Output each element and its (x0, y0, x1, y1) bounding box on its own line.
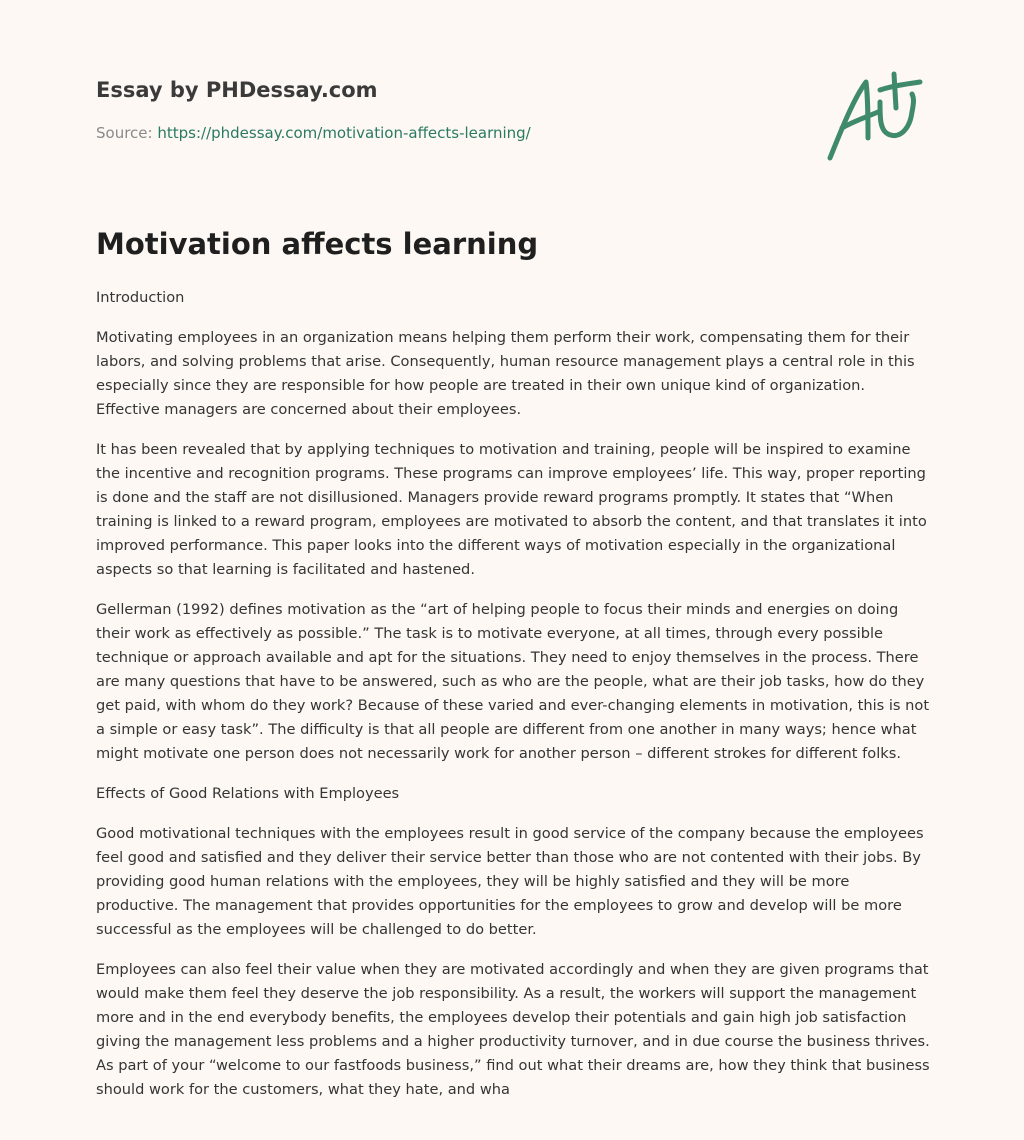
brand-title: Essay by PHDessay.com (96, 78, 378, 102)
page-header (96, 0, 932, 200)
essay-title: Motivation affects learning (96, 227, 539, 261)
paragraph: Employees can also feel their value when they are motivated accordingly and when they are given programs that would make them feel they deserve the job responsibility. As a result, the workers will support the management more and in the end everybody benefits, the employees develop their potentials and gain high job satisfaction giving the management less problems and a higher productivity turnover, and in due course the business thrives. As part of your “welcome to our fastfoods business,” find out what their dreams are, how they think that business should work for the customers, what they hate, and wha (96, 961, 930, 1098)
section-heading-introduction: Introduction (96, 289, 185, 306)
essay-page (96, 0, 932, 1098)
source-label: Source: (96, 124, 153, 142)
paragraph: Gellerman (1992) defines motivation as the “art of helping people to focus their minds and energies on doing their work as effectively as possible.” The task is to motivate everyone, at all times, through every possible technique or approach available and apt for the situations. They need to enjoy themselves in the process. There are many questions that have to be answered, such as who are the people, what are their job tasks, how do they get paid, with whom do they work? Because of these varied and ever-changing elements in motivation, this is not a simple or easy task”. The difficulty is that all people are different from one another in many ways; hence what might motivate one person does not necessarily work for another person – different strokes for different folks. (96, 601, 930, 762)
section-heading-effects: Effects of Good Relations with Employees (96, 785, 400, 802)
source-link[interactable]: https://phdessay.com/motivation-affects-learning/ (157, 124, 531, 142)
a-plus-logo-icon (822, 68, 926, 164)
paragraph: Motivating employees in an organization means helping them perform their work, compensating them for their labors, and solving problems that arise. Consequently, human resource management plays a central role in this especially since they are responsible for how people are treated in their own unique kind of organization. Effective managers are concerned about their employees. (96, 329, 915, 418)
paragraph: It has been revealed that by applying techniques to motivation and training, people will be inspired to examine the incentive and recognition programs. These programs can improve employees’ life. This way, proper reporting is done and the staff are not disillusioned. Managers provide reward programs promptly. It states that “When training is linked to a reward program, employees are motivated to absorb the content, and that translates it into improved performance. This paper looks into the different ways of motivation especially in the organizational aspects so that learning is facilitated and hastened. (96, 441, 927, 578)
paragraph: Good motivational techniques with the employees result in good service of the company because the employees feel good and satisfied and they deliver their service better than those who are not contented with their jobs. By providing good human relations with the employees, they will be highly satisfied and they will be more productive. The management that provides opportunities for the employees to grow and develop will be more successful as the employees will be challenged to do better. (96, 825, 924, 938)
source-line (96, 123, 531, 143)
essay-body (96, 286, 932, 1118)
